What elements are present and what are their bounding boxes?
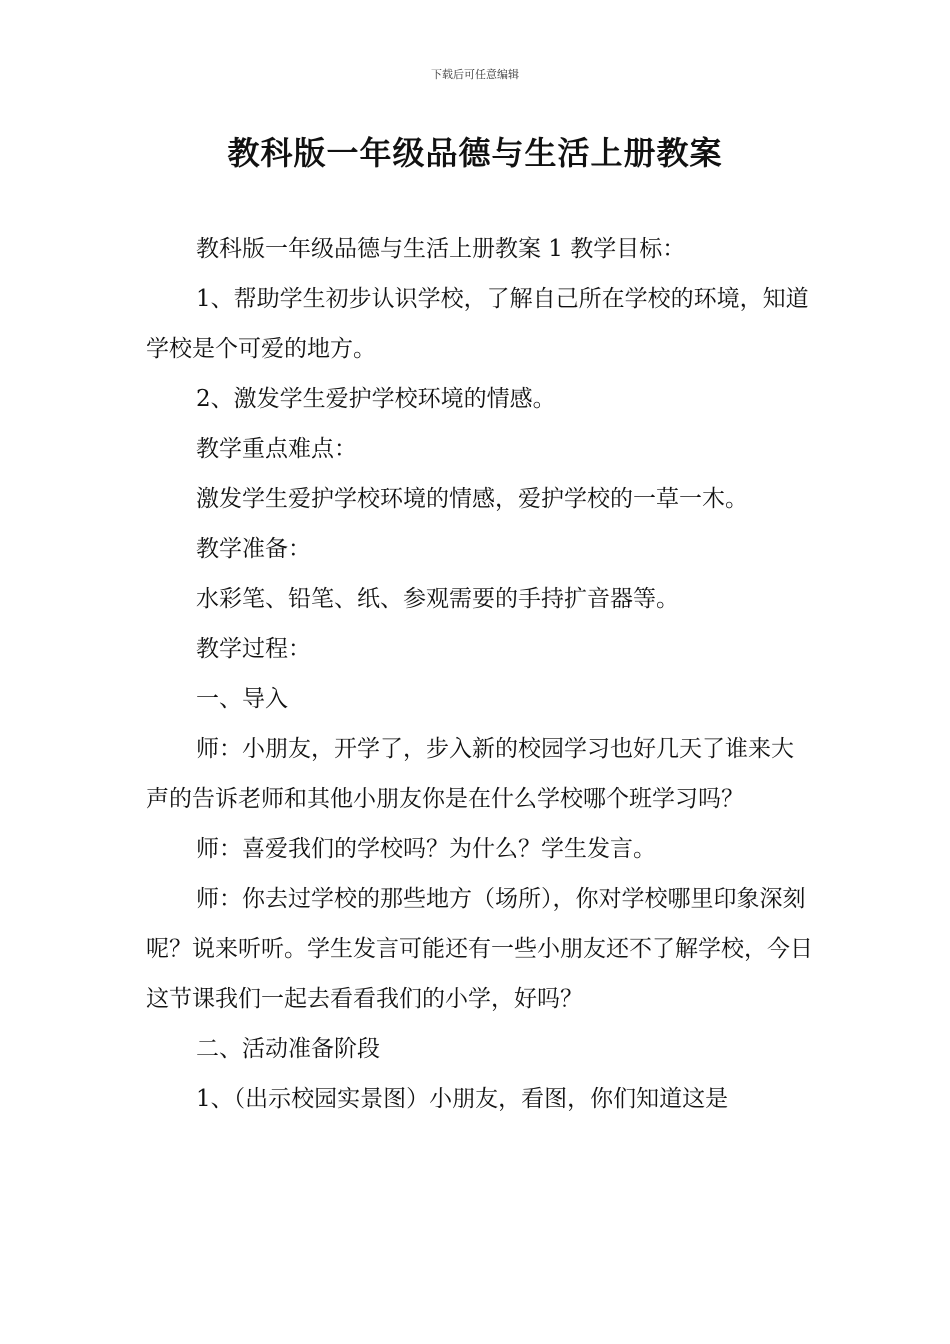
paragraph: 教科版一年级品德与生活上册教案 1 教学目标： <box>196 236 686 262</box>
paragraph: 师：喜爱我们的学校吗？为什么？学生发言。 <box>196 836 656 862</box>
paragraph: 教学过程： <box>196 636 311 662</box>
paragraph: 二、活动准备阶段 <box>196 1036 380 1062</box>
paragraph: 教学准备： <box>196 536 311 562</box>
paragraph: 师：小朋友，开学了，步入新的校园学习也好几天了谁来大声的告诉老师和其他小朋友你是在什么学校哪个班学习吗？ <box>146 736 794 812</box>
paragraph: 师：你去过学校的那些地方（场所），你对学校哪里印象深刻呢？说来听听。学生发言可能还有一些小朋友还不了解学校，今日这节课我们一起去看看我们的小学，好吗？ <box>146 886 813 1012</box>
paragraph: 教学重点难点： <box>196 436 357 462</box>
paragraph: 水彩笔、铅笔、纸、参观需要的手持扩音器等。 <box>196 586 679 612</box>
document-title: 教科版一年级品德与生活上册教案 <box>227 134 723 172</box>
paragraph: 2、激发学生爱护学校环境的情感。 <box>196 386 556 412</box>
document-body <box>146 224 816 1124</box>
paragraph: 1、（出示校园实景图）小朋友，看图，你们知道这是 <box>196 1086 729 1112</box>
page-header: 下载后可任意编辑 <box>431 68 519 81</box>
paragraph: 一、导入 <box>196 686 288 712</box>
paragraph: 激发学生爱护学校环境的情感，爱护学校的一草一木。 <box>196 486 748 512</box>
paragraph: 1、帮助学生初步认识学校，了解自己所在学校的环境，知道学校是个可爱的地方。 <box>146 286 809 362</box>
